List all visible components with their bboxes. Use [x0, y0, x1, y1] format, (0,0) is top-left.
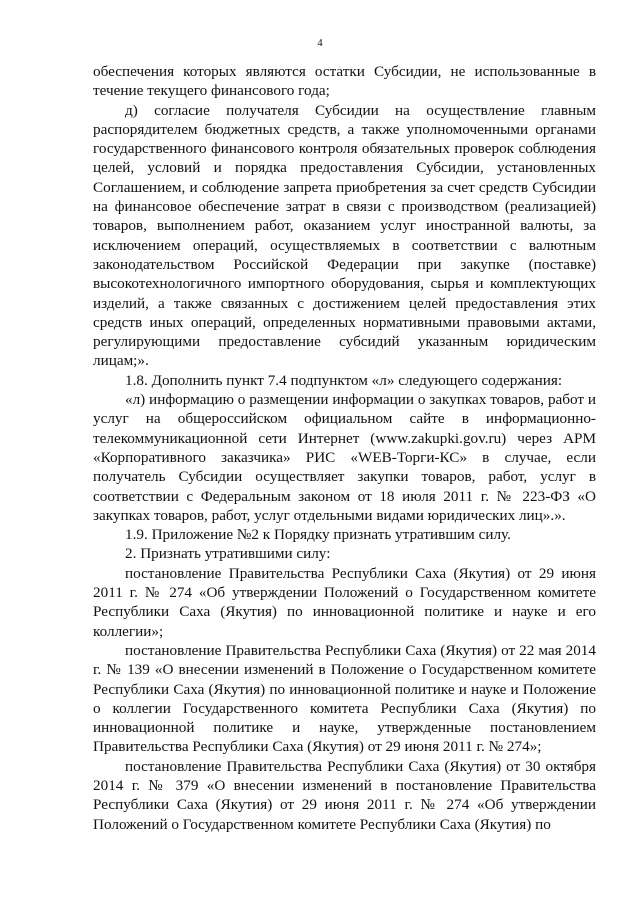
document-body	[93, 62, 596, 834]
paragraph-item-l: «л) информацию о размещении информации о закупках товаров, работ и услуг на общероссийском официальном сайте в информационно-телекоммуникационной сети Интернет (www.zakupki.gov.ru) через АРМ «Корпоративного заказчика» РИС «WEB-Торги-КС» в случае, если получатель Субсидии осуществляет закупки товаров, работ, услуг в соответствии с Федеральным законом от 18 июля 2011 г. № 223-ФЗ «О закупках товаров, работ, услуг отдельными видами юридических лиц».».	[93, 391, 596, 524]
paragraph-resolution-379: постановление Правительства Республики Саха (Якутия) от 30 октября 2014 г. № 379 «О внесении изменений в постановление Правительства Республики Саха (Якутия) от 29 июня 2011 г. № 274 «Об утверждении Положений о Государственном комитете Республики Саха (Якутия) по	[93, 757, 596, 833]
paragraph-1-8: 1.8. Дополнить пункт 7.4 подпунктом «л» следующего содержания:	[125, 371, 563, 389]
paragraph-1-9: 1.9. Приложение №2 к Порядку признать утратившим силу.	[125, 526, 511, 544]
paragraph-resolution-274: постановление Правительства Республики Саха (Якутия) от 29 июня 2011 г. № 274 «Об утверждении Положений о Государственном комитете Республики Саха (Якутия) по инновационной политике и науке и его коллегии»;	[93, 564, 596, 640]
paragraph-continuation: обеспечения которых являются остатки Субсидии, не использованные в течение текущего финансового года;	[93, 63, 596, 100]
paragraph-2: 2. Признать утратившими силу:	[125, 545, 331, 563]
paragraph-item-d: д) согласие получателя Субсидии на осуществление главным распорядителем бюджетных средств, а также уполномоченными органами государственного финансового контроля обязательных проверок соблюдения целей, условий и порядка предоставления Субсидии, установленных Соглашением, и соблюдение запрета приобретения за счет средств Субсидии на финансовое обеспечение затрат в связи с производством (реализацией) товаров, выполнением работ, оказанием услуг иностранной валюты, за исключением операций, осуществляемых в соответствии с валютным законодательством Российской Федерации при закупке (поставке) высокотехнологичного импортного оборудования, сырья и комплектующих изделий, а также связанных с достижением целей предоставления этих средств иных операций, определенных нормативными правовыми актами, регулирующими предоставление субсидий указанным юридическим лицам;».	[93, 101, 596, 370]
paragraph-resolution-139: постановление Правительства Республики Саха (Якутия) от 22 мая 2014 г. № 139 «О внесении изменений в Положение о Государственном комитете Республики Саха (Якутия) по инновационной политике и науке и Положение о коллегии Государственного комитета Республики Саха (Якутия) по инновационной политике и науке, утвержденные постановлением Правительства Республики Саха (Якутия) от 29 июня 2011 г. № 274»;	[93, 641, 596, 756]
page-number: 4	[317, 38, 323, 49]
